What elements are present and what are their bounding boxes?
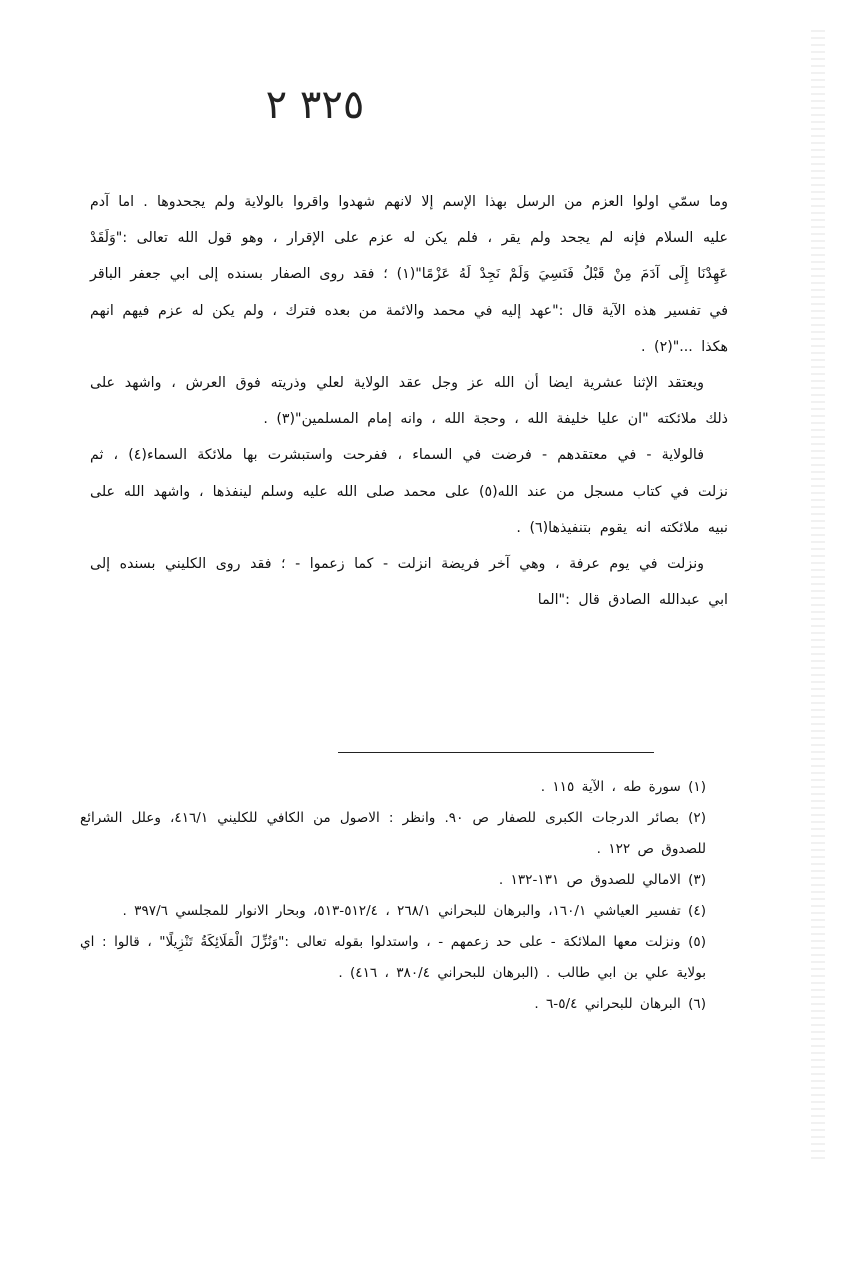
body-paragraph: ونزلت في يوم عرفة ، وهي آخر فريضة انزلت - كما زعموا - ؛ فقد روى الكليني بسنده إلى ابي عبدالله الصادق قال :"الما (90, 556, 728, 609)
body-paragraph: ويعتقد الإثنا عشرية ايضا أن الله عز وجل عقد الولاية لعلي وذريته فوق العرش ، واشهد على ذلك ملائكته "ان عليا خليفة الله ، وحجة الله ، وانه إمام المسلمين"(٣) . (90, 375, 728, 428)
body-text (90, 184, 728, 618)
body-paragraph: وما سمّي اولوا العزم من الرسل بهذا الإسم إلا لانهم شهدوا واقروا بالولاية ولم يجحدوها . اما آدم عليه السلام فإنه لم يجحد ولم يقر ، فلم يكن له عزم على الإقرار ، وهو قول الله تعالى :"وَلَقَدْ عَهِدْنَا إِلَى آدَمَ مِنْ قَبْلُ فَنَسِيَ وَلَمْ نَجِدْ لَهُ عَزْمًا"(١) ؛ فقد روى الصفار بسنده إلى ابي جعفر الباقر في تفسير هذه الآية قال :"عهد إليه في محمد والائمة من بعده فترك ، ولم يكن له عزم فيهم انهم هكذا ..."(٢) . (90, 194, 729, 355)
body-paragraph: فالولاية - في معتقدهم - فرضت في السماء ، ففرحت واستبشرت بها ملائكة السماء(٤) ، ثم نزلت في كتاب مسجل من عند الله(٥) على محمد صلى الله عليه وسلم لينفذها ، واشهد الله على نبيه ملائكته انه يقوم بتنفيذها(٦) . (90, 447, 728, 536)
footnote: (٣) الامالي للصدوق ص ١٣١-١٣٢ . (498, 872, 706, 888)
footnote-separator (338, 752, 654, 753)
footnotes (80, 772, 720, 1020)
footnote: (٢) بصائر الدرجات الكبرى للصفار ص ٩٠. وانظر : الاصول من الكافي للكليني ٤١٦/١، وعلل الشرائع للصدوق ص ١٢٢ . (80, 810, 707, 857)
page-number: ٣٢٥ ٢ (265, 82, 365, 128)
footnote: (٥) ونزلت معها الملائكة - على حد زعمهم - ، واستدلوا بقوله تعالى :"وَنُزِّلَ الْمَلَائِكَةُ تَنْزِيلًا" ، قالوا : اي بولاية علي بن ابي طالب . (البرهان للبحراني ٣٨٠/٤ ، ٤١٦) . (80, 934, 706, 981)
footnote: (٦) البرهان للبحراني ٥/٤-٦ . (534, 996, 706, 1012)
footnote: (٤) تفسير العياشي ١٦٠/١، والبرهان للبحراني ٢٦٨/١ ، ٥١٢/٤-٥١٣، وبحار الانوار للمجلسي ٣٩٧/٦ . (122, 903, 706, 919)
scan-edge-noise (811, 30, 825, 1160)
footnote: (١) سورة طه ، الآية ١١٥ . (540, 779, 706, 795)
